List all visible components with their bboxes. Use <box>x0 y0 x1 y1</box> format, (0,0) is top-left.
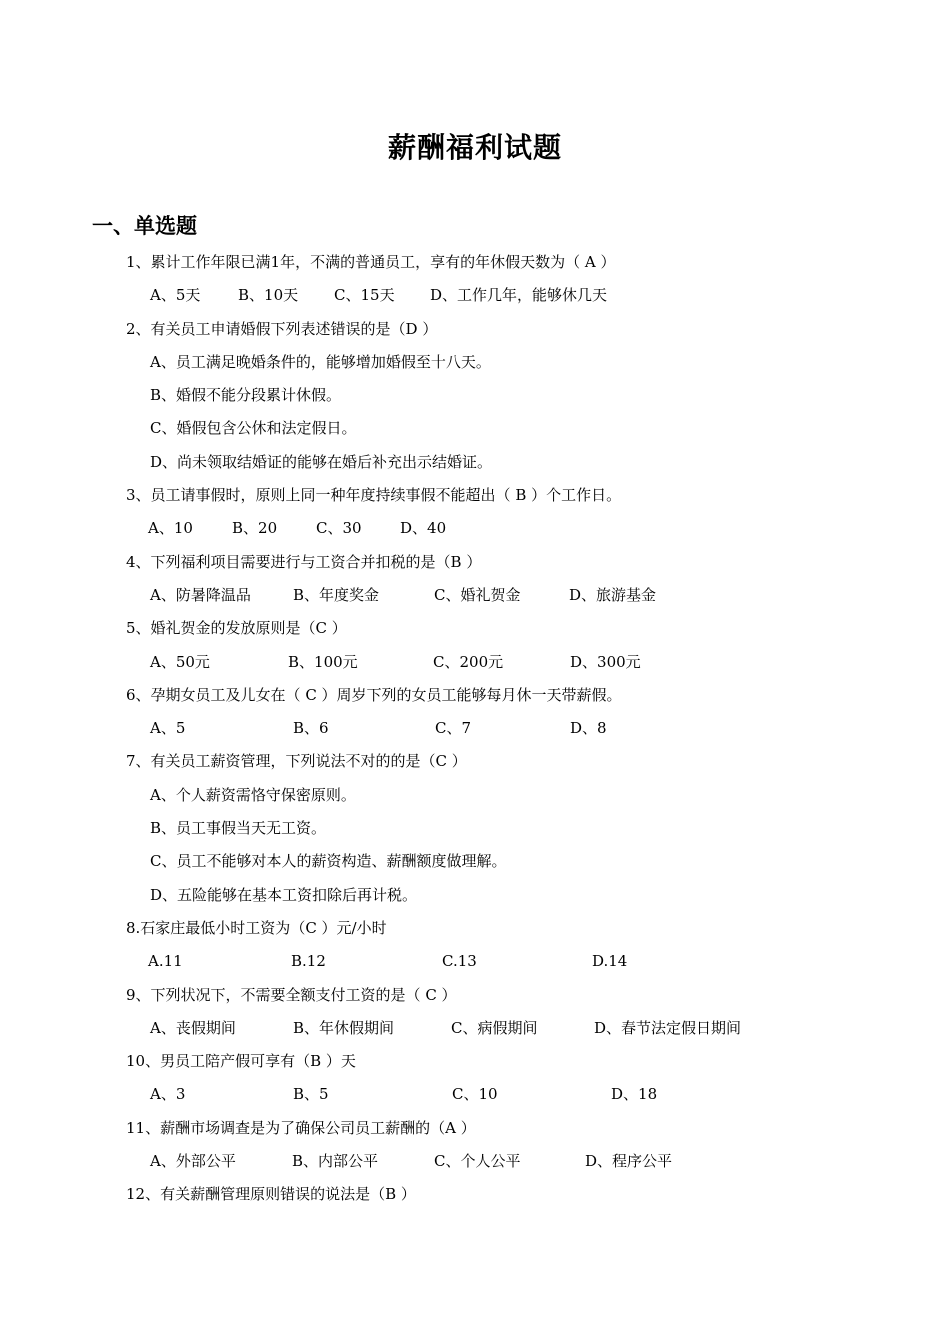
option: D、300元 <box>570 652 641 671</box>
options-8 <box>126 945 906 978</box>
options-10 <box>126 1078 906 1111</box>
option: A、5天 <box>150 286 201 305</box>
option: A、丧假期间 <box>150 1018 236 1037</box>
options-5 <box>126 646 906 679</box>
option-line: B、员工事假当天无工资。 <box>150 819 327 838</box>
options-9 <box>126 1012 906 1045</box>
options-1 <box>126 279 906 312</box>
question-10: 10、男员工陪产假可享有（B ）天 <box>126 1052 356 1071</box>
option: C.13 <box>442 952 477 971</box>
option: B、内部公平 <box>292 1152 379 1171</box>
option: D、程序公平 <box>585 1152 673 1171</box>
question-1: 1、累计工作年限已满1年，不满的普通员工，享有的年休假天数为（ A ） <box>126 253 616 271</box>
option: D、18 <box>611 1085 658 1104</box>
question-2: 2、有关员工申请婚假下列表述错误的是（D ） <box>126 319 438 338</box>
options-11 <box>126 1145 906 1178</box>
option: B、10天 <box>238 286 299 305</box>
question-12: 12、有关薪酬管理原则错误的说法是（B ） <box>126 1185 416 1204</box>
option: C、10 <box>452 1085 498 1104</box>
options-4 <box>126 579 906 612</box>
option: B、6 <box>293 719 329 738</box>
option: B、年度奖金 <box>293 585 380 604</box>
option: C、15天 <box>334 286 395 305</box>
option: C、7 <box>435 719 472 738</box>
option: C、30 <box>316 519 362 538</box>
option: A、50元 <box>150 652 210 671</box>
option: C、个人公平 <box>434 1152 521 1171</box>
option: C、婚礼贺金 <box>434 585 521 604</box>
option-line: D、五险能够在基本工资扣除后再计税。 <box>150 885 418 904</box>
option-line: D、尚未领取结婚证的能够在婚后补充出示结婚证。 <box>150 452 493 471</box>
question-9: 9、下列状况下，不需要全额支付工资的是（ C ） <box>126 985 457 1004</box>
option-line: C、员工不能够对本人的薪资构造、薪酬额度做理解。 <box>150 852 507 871</box>
question-5: 5、婚礼贺金的发放原则是（C ） <box>126 619 347 638</box>
option-line: A、员工满足晚婚条件的，能够增加婚假至十八天。 <box>150 352 491 371</box>
question-7: 7、有关员工薪资管理，下列说法不对的的是（C ） <box>126 752 467 771</box>
option: A、10 <box>148 519 193 538</box>
question-11: 11、薪酬市场调查是为了确保公司员工薪酬的（A ） <box>126 1118 476 1137</box>
option: A、3 <box>150 1085 186 1104</box>
options-6 <box>126 712 906 745</box>
option: A.11 <box>148 952 183 971</box>
option: D、40 <box>400 519 447 538</box>
question-list <box>126 246 906 1212</box>
option: A、防暑降温品 <box>150 585 251 604</box>
option: C、200元 <box>433 652 504 671</box>
option: D、工作几年，能够休几天 <box>430 286 608 305</box>
section-heading: 一、单选题 <box>92 214 197 238</box>
option: A、外部公平 <box>150 1152 236 1171</box>
option: D、春节法定假日期间 <box>594 1018 742 1037</box>
option: D、8 <box>570 719 607 738</box>
options-3 <box>126 512 906 545</box>
option: B、5 <box>293 1085 329 1104</box>
question-4: 4、下列福利项目需要进行与工资合并扣税的是（B ） <box>126 552 482 571</box>
option: C、病假期间 <box>451 1018 538 1037</box>
option: B、20 <box>232 519 278 538</box>
page-title: 薪酬福利试题 <box>387 131 562 164</box>
option-line: B、婚假不能分段累计休假。 <box>150 386 342 405</box>
question-6: 6、孕期女员工及儿女在（ C ）周岁下列的女员工能够每月休一天带薪假。 <box>126 685 622 704</box>
option: A、5 <box>150 719 186 738</box>
option: B、100元 <box>288 652 358 671</box>
question-8: 8.石家庄最低小时工资为（C ）元/小时 <box>126 918 387 937</box>
option: D.14 <box>592 952 628 971</box>
option-line: A、个人薪资需恪守保密原则。 <box>150 785 356 804</box>
question-3: 3、员工请事假时，原则上同一种年度持续事假不能超出（ B ）个工作日。 <box>126 486 622 505</box>
option: B.12 <box>291 952 326 971</box>
option: D、旅游基金 <box>569 585 657 604</box>
option: B、年休假期间 <box>293 1018 395 1037</box>
option-line: C、婚假包含公休和法定假日。 <box>150 419 357 438</box>
